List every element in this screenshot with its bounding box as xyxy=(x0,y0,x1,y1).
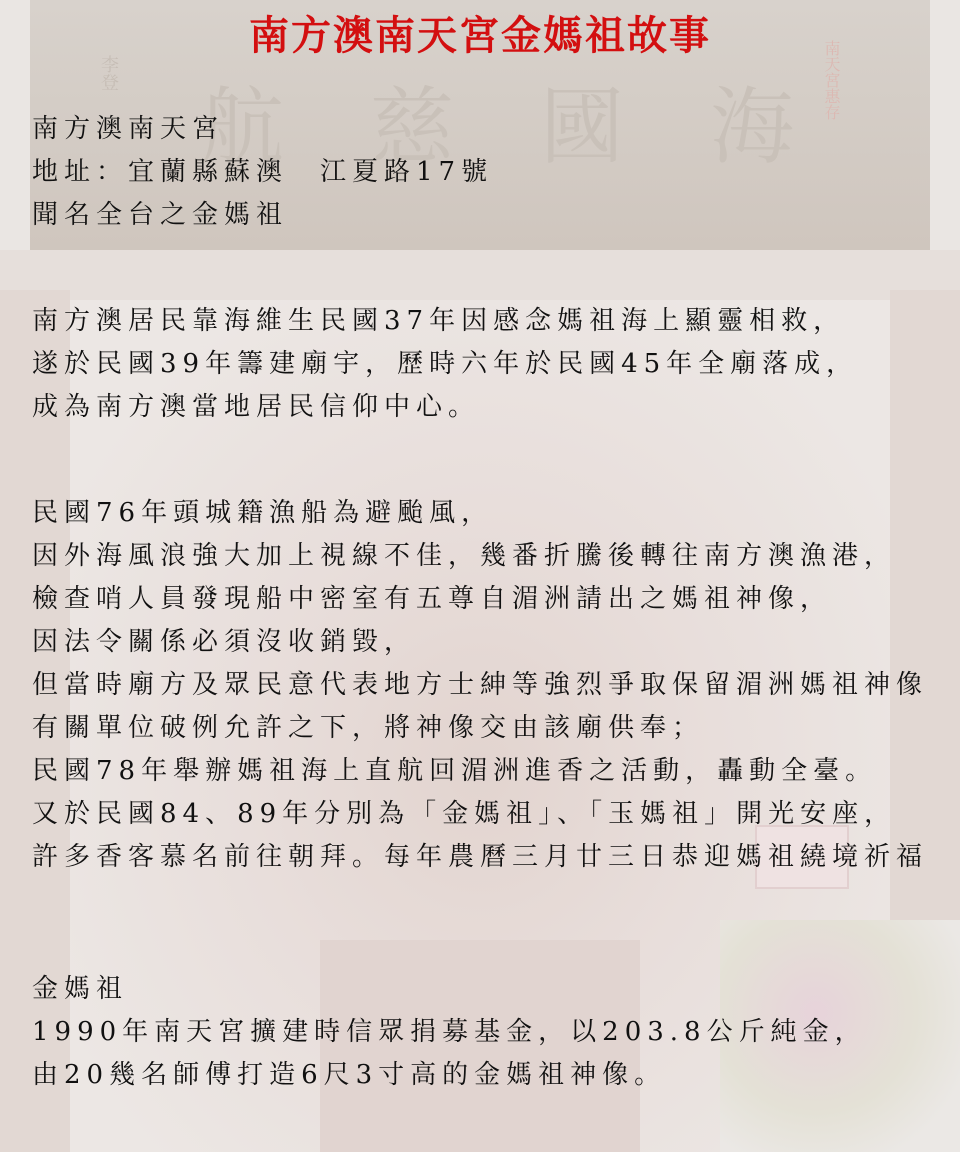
section-heading: 金媽祖 xyxy=(32,974,129,1004)
plaque-char: 國 xyxy=(540,78,625,176)
history-paragraph-1 xyxy=(32,300,858,429)
text-line: 遂於民國39年籌建廟宇，歷時六年於民國45年全廟落成， xyxy=(32,349,859,379)
temple-info xyxy=(32,108,493,237)
plaque-char: 慈 xyxy=(370,78,455,176)
page-title: 南方澳南天宮金媽祖故事 xyxy=(249,12,711,59)
text-line: 但當時廟方及眾民意代表地方士紳等強烈爭取保留湄洲媽祖神像 xyxy=(32,670,929,700)
plaque-char: 航 xyxy=(200,78,285,176)
text-line: 因外海風浪強大加上視線不佳，幾番折騰後轉往南方澳漁港， xyxy=(32,541,897,571)
text-line: 1990年南天宮擴建時信眾捐募基金，以203.8公斤純金， xyxy=(32,1017,867,1047)
text-line: 民國76年頭城籍漁船為避颱風， xyxy=(32,498,494,528)
plaque-right-inscription: 南天宮惠存 xyxy=(822,40,841,120)
text-line: 有關單位破例允許之下，將神像交由該廟供奉； xyxy=(32,713,705,743)
golden-mazu-paragraph xyxy=(32,968,867,1097)
history-paragraph-2 xyxy=(32,492,928,879)
text-line: 許多香客慕名前往朝拜。每年農曆三月廿三日恭迎媽祖繞境祈福 xyxy=(32,842,929,872)
text-line: 南方澳居民靠海維生民國37年因感念媽祖海上顯靈相救， xyxy=(32,306,846,336)
temple-name: 南方澳南天宮 xyxy=(32,114,225,144)
text-line: 成為南方澳當地居民信仰中心。 xyxy=(32,392,481,422)
plaque-char: 海 xyxy=(710,78,795,176)
text-line: 因法令關係必須沒收銷毀， xyxy=(32,627,417,657)
temple-tagline: 聞名全台之金媽祖 xyxy=(32,200,289,230)
text-line: 檢查哨人員發現船中密室有五尊自湄洲請出之媽祖神像， xyxy=(32,584,833,614)
text-line: 民國78年舉辦媽祖海上直航回湄洲進香之活動，轟動全臺。 xyxy=(32,756,878,786)
text-line: 由20幾名師傅打造6尺3寸高的金媽祖神像。 xyxy=(32,1060,667,1090)
plaque-left-inscription: 李登 xyxy=(98,55,119,91)
text-line: 又於民國84、89年分別為「金媽祖」、「玉媽祖」開光安座， xyxy=(32,799,897,829)
temple-address: 地址：宜蘭縣蘇澳 江夏路17號 xyxy=(32,157,494,187)
